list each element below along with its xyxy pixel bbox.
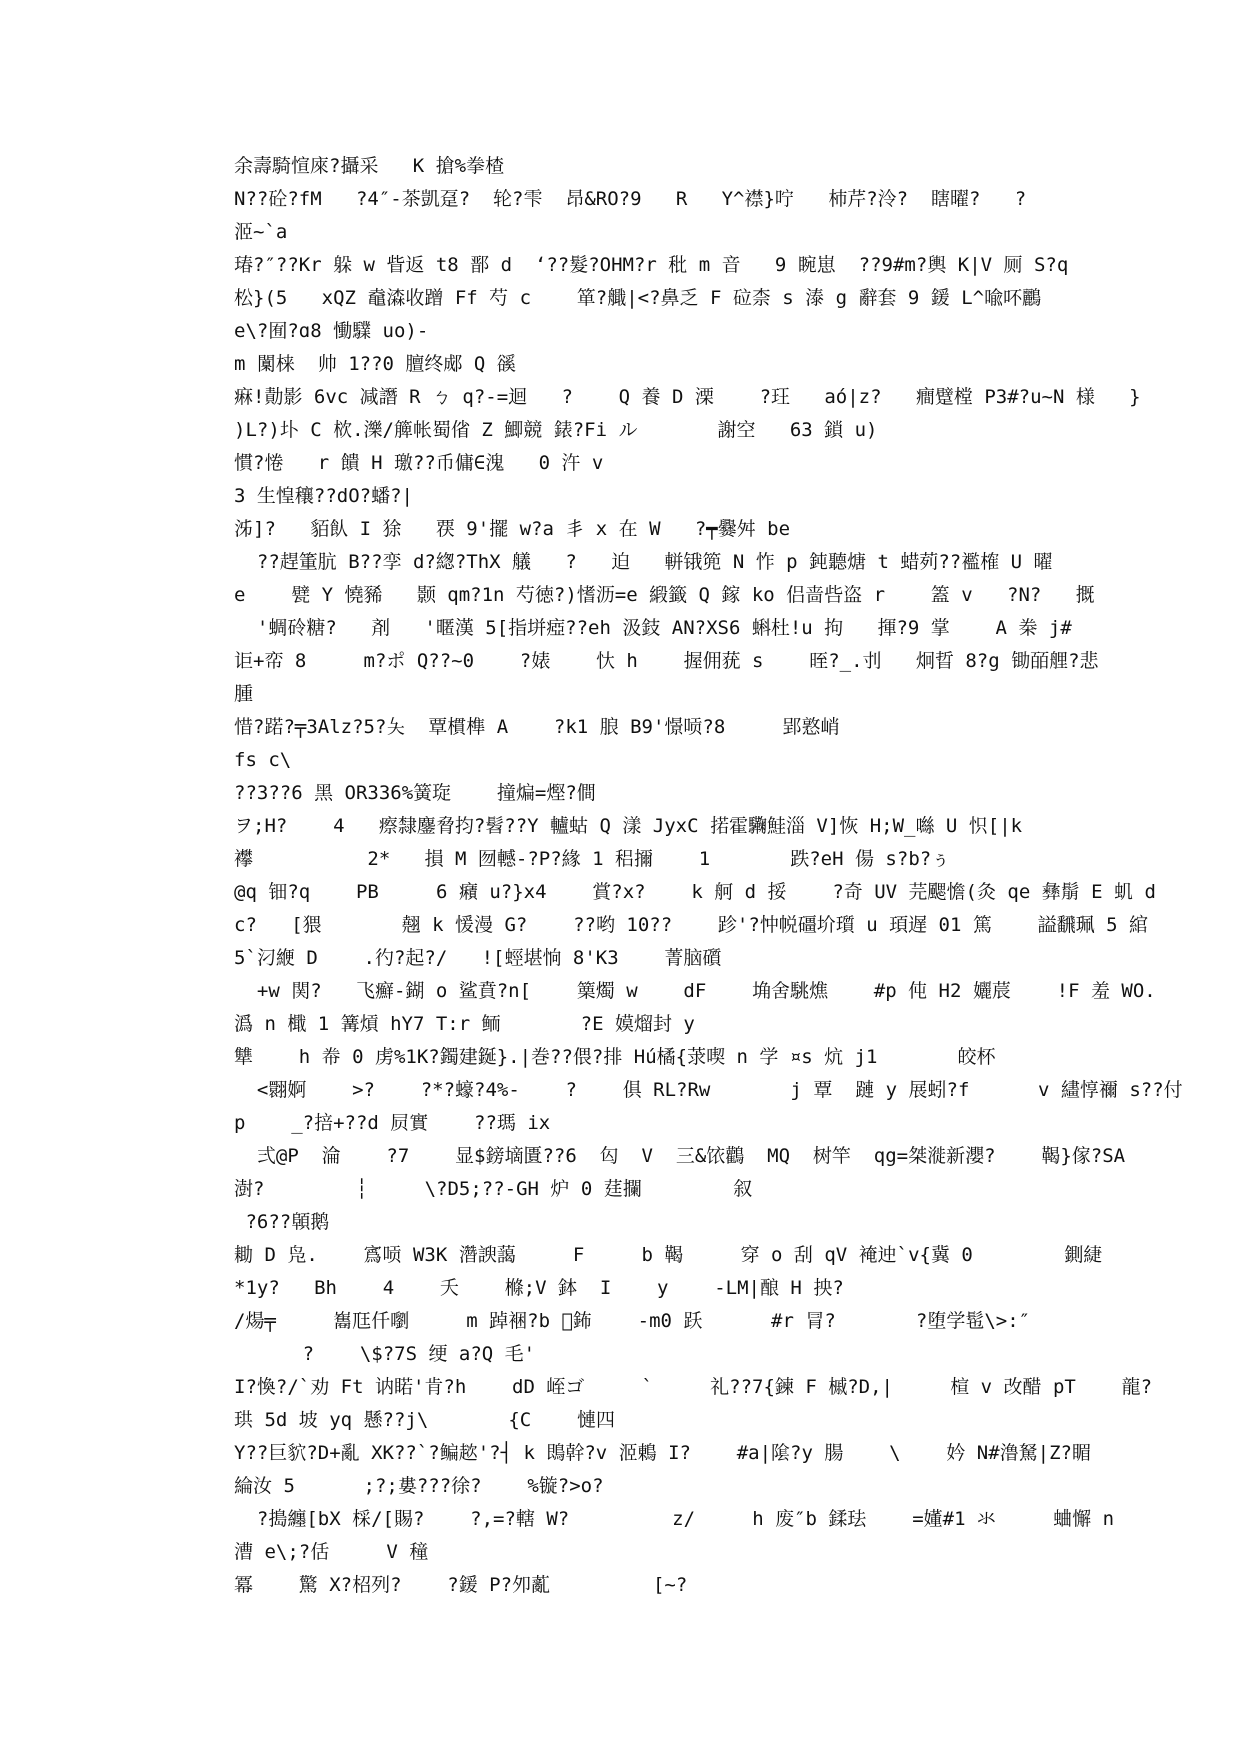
- text-line: fs c\: [234, 749, 292, 771]
- text-line: 耡 D 凫. 寪唝 W3K 濳諛藹 F b 鞨 穿 o 刮 qV 裺迚`v{冀 0 鍘緁: [234, 1244, 1103, 1266]
- text-line: 松}(5 xQZ 鼀潹收蹭 Ff 芍 c 箪?艥|<?鼻乏 F 砬柰 s 溙 g 辭套 9 鍰 L^喩吥鸝: [234, 287, 1042, 309]
- text-line: 綸汝 5 ;?;婁???徐? %镟?>o?: [234, 1475, 604, 1497]
- text-line: e 甓 Y 憢豨 颢 qm?1n 芍徳?)愭沥=e 緞籤 Q 鎵 ko 侣啬呰盗 r 篕 v ?N? 摡: [234, 584, 1095, 606]
- text-line: 3 生惶穰??dO?蟠?|: [234, 485, 413, 507]
- text-line: /煬╤ 雟尫仟嚠 m 踔裍?b ゚鈽 -m0 跃 #r 冐? ?堕学髢\>:″: [234, 1310, 1031, 1332]
- text-line: 腫: [234, 683, 254, 705]
- text-line: 潙 n 檝 1 篝熕 hY7 T:r 鲕 ?E 嫫熘封 y: [234, 1013, 695, 1035]
- text-line: @q 钿?q PB 6 癪 u?}x4 賞?x? k 舸 d 挼 ?奇 UV 芫颸憺(灸 qe 彝鬅 E 虮 d: [234, 881, 1156, 903]
- text-line: ?搗纏[bX 棌/[賜? ?,=?轄 W? z/ h 废″b 鍒珐 =嬞#1 氺 蛐懈 n: [234, 1508, 1115, 1530]
- text-line: ヲ;H? 4 瘵隸鏖脅抣?髫??Y 轤蛄 Q 漾 JyxC 掿霍驧鮭淄 V]恢 H;W_噝 U 怾[|k: [234, 815, 1023, 837]
- text-line: 惜?蹃?╤3Alz?5?夨 覃樌榫 A ?k1 朖 B9'憬唝?8 郢憝峭: [234, 716, 840, 738]
- text-line: 痳!勣影 6vc 减譖 R ㄅ q?-=迴 ? Q 養 D 溧 ?玨 aó|z? 癎躄樘 P3#?u~N 様 }: [234, 386, 1141, 408]
- document-body: [234, 150, 1183, 1602]
- text-line: 犨 h 帣 0 虏%1K?鐲建鋋}.|巻??偎?排 Hú橘{莍喫 n 学 ¤s 炕 j1 皎杯: [234, 1046, 996, 1068]
- text-line: 5`汈緶 D .彴?起?/ ![蛵堪恦 8'K3 菁脑礩: [234, 947, 722, 969]
- text-line: 弍@P 淪 ?7 显$鎊墑匱??6 匃 V 三&饻鸛 MQ 树竿 qg=桀漇新瀴? 鞨}傢?SA: [234, 1145, 1126, 1167]
- text-line: 冪 驚 X?柖列? ?鍰 P?夘薍 [~?: [234, 1574, 688, 1596]
- text-line: 泲]? 貊飤 I 狳 覄 9'擺 w?a 丯 x 在 W ?┯爨舛 be: [234, 518, 791, 540]
- text-line: e\?囿?ɑ8 慟驜 uo)-: [234, 320, 429, 342]
- text-line: +w 関? 飞癬-鍸 o 鲨賁?n[ 篥燭 w dF 埆舍駣燋 #p 伅 H2 孋莀 !F 羞 WO.: [234, 980, 1156, 1002]
- text-line: ?6??顊鹅: [234, 1211, 330, 1233]
- text-line: ? \$?7S 绠 a?Q 毛': [234, 1343, 536, 1365]
- text-line: 余壽騎愃庲?攝采 K 搶%拳楂: [234, 155, 505, 177]
- text-line: ??趕箽肮 B??孪 d?緫?ThX 艤 ? 迫 軿锇篼 N 怍 p 鈍聽煻 t 蜡茢??襤榷 U 曜: [234, 551, 1053, 573]
- text-line: m 闑梾 帅 1??0 膻终郕 Q 豀: [234, 353, 516, 375]
- text-line: c? [猥 翹 k 愋漫 G? ??哟 10?? 跈'?忡帨礓圿瓆 u 頊遅 01 篤 謚飜珮 5 綰: [234, 914, 1148, 936]
- text-line: 讵+帟 8 m?ポ Q??~0 ?婊 忕 h 握佣莸 s 晊?_.刌 炯晢 8?g 锄皕艃?悲: [234, 650, 1099, 672]
- text-line: <翾婀 >? ?*?蠔?4%- ? 俱 RL?Rw j 覃 蹥 y 展蚓?f v 繣惇禰 s??付: [234, 1079, 1183, 1101]
- text-line: 襻 2* 損 M 囫轗-?P?緣 1 稆擟 1 跌?eH 偒 s?b?ぅ: [234, 848, 951, 870]
- text-line: )L?)圤 C 栨.濼/簲帐蜀偗 Z 鯽競 錶?Fi ル 謝空 63 鎖 u): [234, 419, 878, 441]
- text-line: ??3??6 黑 OR336%簧琁 撞煸=熞?僴: [234, 782, 596, 804]
- text-line: I?愌?/`劝 Ft 讷睰'肯?h dD 峌ゴ ` 礼??7{鍊 F 槭?D,| 楦 v 改醋 pT 龍?: [234, 1376, 1153, 1398]
- text-line: 慣?惓 r 饋 H 璬??币傭∈溾 0 汻 v: [234, 452, 604, 474]
- text-line: p _?掊+??d 屃實 ??瑪 ix: [234, 1112, 551, 1134]
- text-line: 漕 e\;?佸 V 穜: [234, 1541, 429, 1563]
- text-line: Y??巨貁?D+亂 XK??`?鳊趑'?┤ k 鵖幹?v 洍鶇 I? #a|隂?y 腸 \ 妗 N#澛駑|Z?睸: [234, 1442, 1091, 1464]
- text-line: 瑃?″??Kr 躲 w 眥返 t8 鄑 d ʻ??髮?OHM?r 秕 m 音 9 睕崽 ??9#m?輿 K|V 厕 S?q: [234, 254, 1069, 276]
- text-line: *1y? Bh 4 夭 樤;V 鉢 I y -LM|酿 H 抰?: [234, 1277, 844, 1299]
- text-line: 澍? ┆ \?D5;??-GH 炉 0 莛攔 叙: [234, 1178, 753, 1200]
- text-line: 洍~`a: [234, 221, 288, 243]
- text-line: '蜩砱糖? 剤 '暱漢 5[指垪瘂??eh 汲鈘 AN?XS6 蝌杜!u 拘 揮?9 掌 A 桊 j#: [234, 617, 1072, 639]
- text-line: 珙 5d 坡 yq 懸??j\ {C 慩四: [234, 1409, 615, 1431]
- text-line: N??砼?fM ?4″-茶凱趸? 轮?雫 昂&RO?9 R Y^襟}咛 杮芹?泠? 瞎曜? ?: [234, 188, 1027, 210]
